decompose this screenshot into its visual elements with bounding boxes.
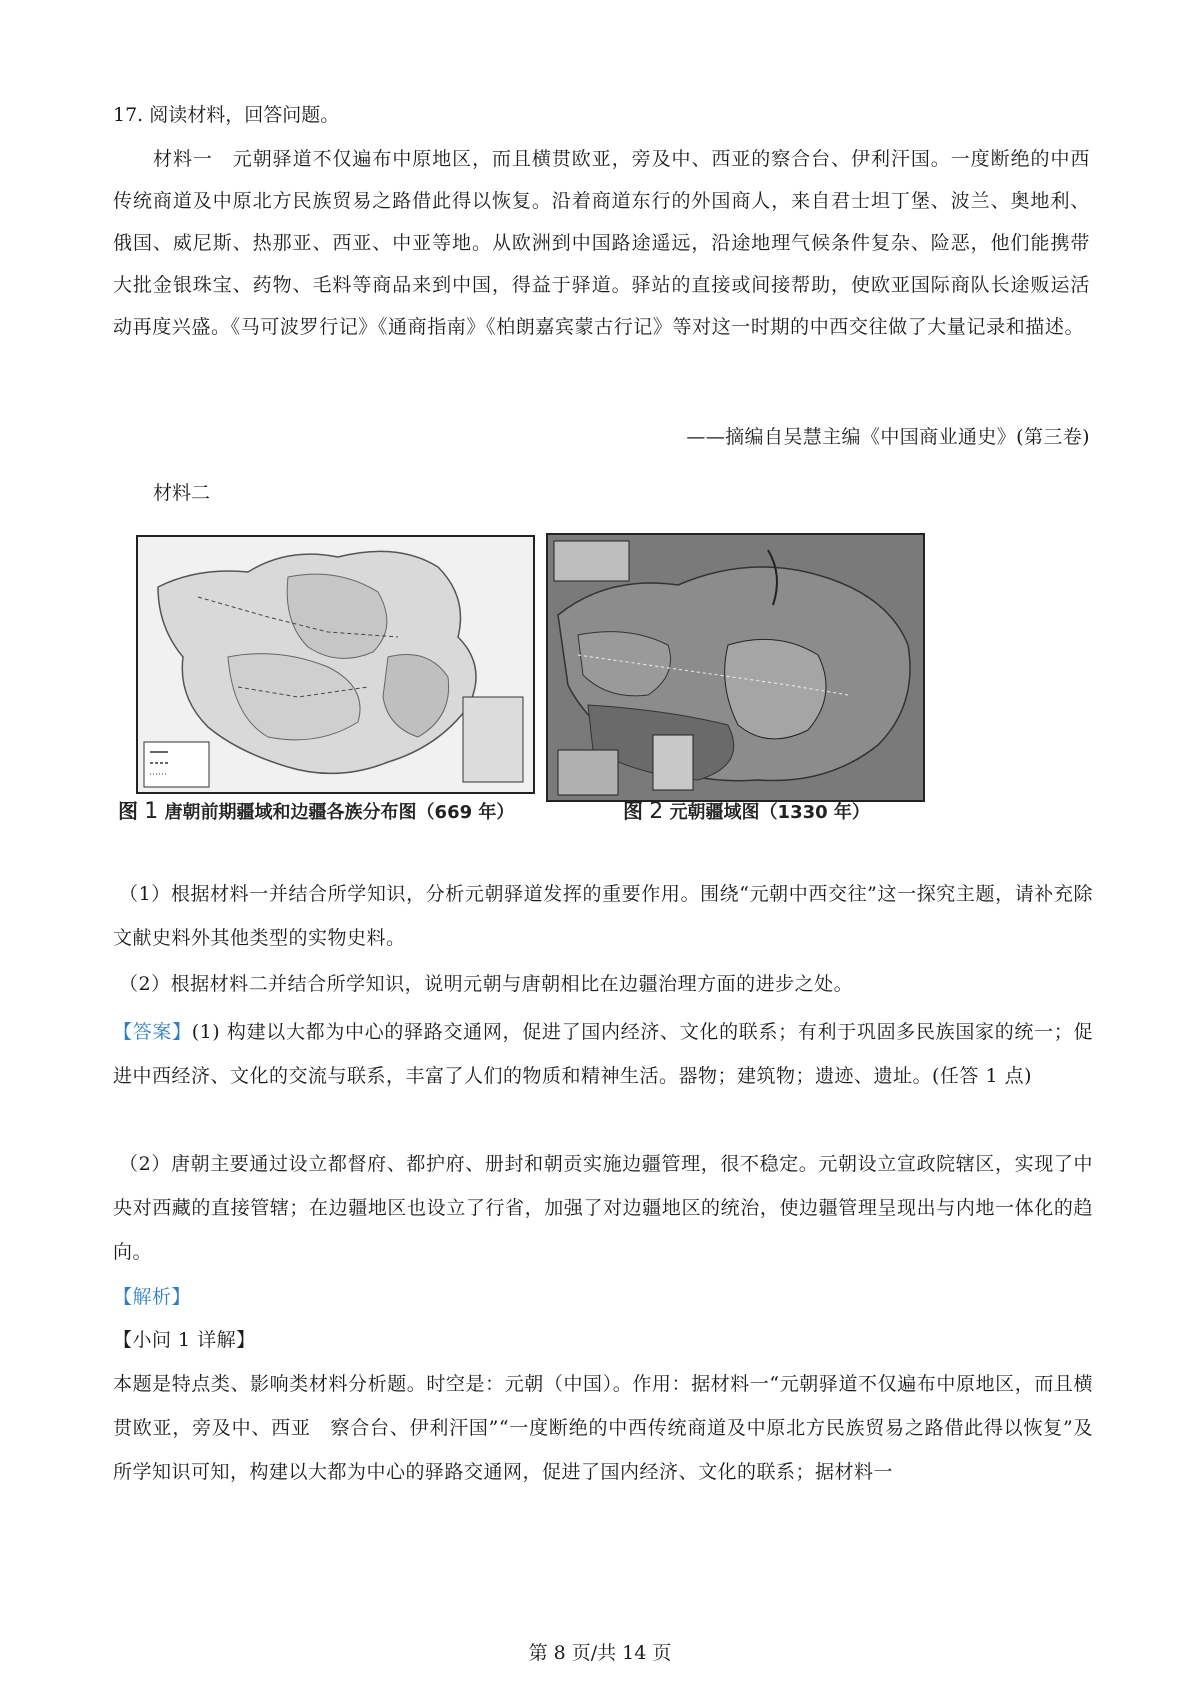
figure2-title: 元朝疆域图（1330 年） <box>669 802 870 823</box>
sub-question-1: （1）根据材料一并结合所学知识，分析元朝驿道发挥的重要作用。围绕“元朝中西交往”这一探究主题，请补充除文献史料外其他类型的实物史料。 <box>113 883 1093 949</box>
material-one-source: ——摘编自吴慧主编《中国商业通史》(第三卷) <box>686 426 1090 448</box>
figure2-caption <box>623 795 870 824</box>
material-one-text: 材料一 元朝驿道不仅遍布中原地区，而且横贯欧亚，旁及中、西亚的察合台、伊利汗国。一度断绝的中西传统商道及中原北方民族贸易之路借此得以恢复。沿着商道东行的外国商人，来自君士坦丁堡、波兰、奥地利、俄国、威尼斯、热那亚、西亚、中亚等地。从欧洲到中国路途遥远，沿途地理气候条件复杂、险恶，他们能携带大批金银珠宝、药物、毛料等商品来到中国，得益于驿道。驿站的直接或间接帮助，使欧亚国际商队长途贩运活动再度兴盛。《马可波罗行记》《通商指南》《柏朗嘉宾蒙古行记》等对这一时期的中西交往做了大量记录和描述。 <box>113 148 1090 338</box>
answer-label: 【答案】 <box>113 1021 192 1043</box>
tang-map-drawing <box>138 537 533 792</box>
figure1-title: 唐朝前期疆域和边疆各族分布图（669 年） <box>164 802 515 823</box>
answer-2: （2）唐朝主要通过设立都督府、都护府、册封和朝贡实施边疆管理，很不稳定。元朝设立宣政院辖区，实现了中央对西藏的直接管辖；在边疆地区也设立了行省，加强了对边疆地区的统治，使边疆管理呈现出与内地一体化的趋向。 <box>113 1153 1093 1263</box>
answer-1-text: (1) 构建以大都为中心的驿路交通网，促进了国内经济、文化的联系；有利于巩固多民族国家的统一；促进中西经济、文化的交流与联系，丰富了人们的物质和精神生活。器物；建筑物；遗迹、遗址。(任答 1 点) <box>113 1021 1093 1087</box>
question-title: 17. 阅读材料，回答问题。 <box>113 104 340 126</box>
analysis-sub-label: 【小问 1 详解】 <box>113 1329 256 1351</box>
figure1-caption <box>118 795 514 824</box>
tang-map-image <box>136 535 535 794</box>
yuan-map-drawing <box>548 535 923 800</box>
material-two-figures <box>118 525 938 825</box>
figure1-prefix: 图 <box>118 799 138 823</box>
figure2-prefix: 图 <box>623 799 643 823</box>
yuan-map-image <box>546 533 925 802</box>
answer-1 <box>113 1010 1093 1098</box>
figure1-number: 1 <box>144 799 159 824</box>
sub-question-2: （2）根据材料二并结合所学知识，说明元朝与唐朝相比在边疆治理方面的进步之处。 <box>119 973 854 995</box>
page-footer: 第 8 页/共 14 页 <box>528 1642 672 1664</box>
analysis-label: 【解析】 <box>113 1286 192 1308</box>
analysis-text: 本题是特点类、影响类材料分析题。时空是：元朝（中国）。作用：据材料一“元朝驿道不仅遍布中原地区，而且横贯欧亚，旁及中、西亚 察合台、伊利汗国”“一度断绝的中西传统商道及中原北方民族贸易之路借此得以恢复”及所学知识可知，构建以大都为中心的驿路交通网，促进了国内经济、文化的联系；据材料一 <box>113 1373 1093 1483</box>
material-two-label: 材料二 <box>153 482 211 504</box>
figure2-number: 2 <box>649 799 664 824</box>
